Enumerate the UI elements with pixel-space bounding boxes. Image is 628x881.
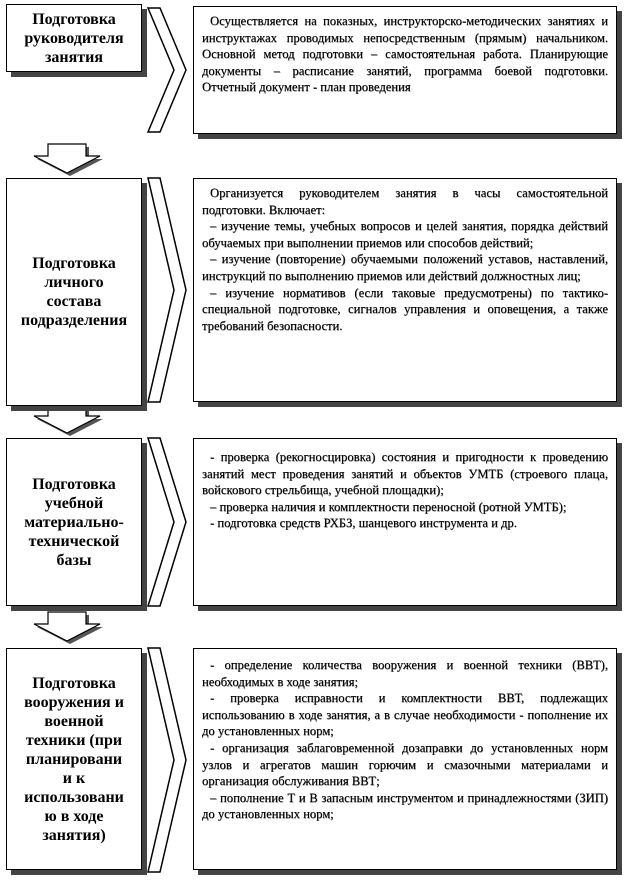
stage-4-paragraph: – пополнение Т и В запасным инструментом и принадлежностями (ЗИП) до установленных норм; (202, 790, 608, 822)
stage-2-paragraph: – изучение нормативов (если таковые предусмотрены) по тактико-специальной подготовке, сигналов управления и оповещения, а также требований безопасности. (202, 285, 608, 333)
stage-4-description-box (193, 648, 617, 870)
down-arrow-1 (34, 144, 100, 173)
stage-3-paragraph: - подготовка средств РХБЗ, шанцевого инструмента и др. (210, 516, 517, 531)
stage-2-paragraph: – изучение темы, учебных вопросов и целей занятия, порядка действий обучаемых при выполнении приемов или способов действий; (202, 219, 608, 250)
stage-2-title: Подготовка личного состава подразделения (20, 255, 128, 329)
stage-2-paragraph: Организуется руководителем занятия в часы самостоятельной подготовки. Включает: (202, 186, 608, 217)
chevron-arrow-3 (148, 438, 186, 606)
chevron-arrow-1 (148, 8, 186, 132)
stage-1-title: Подготовка руководителя занятия (24, 10, 124, 66)
chevron-arrow-2 (148, 178, 186, 402)
stage-3-paragraph: - проверка (рекогносцировка) состояния и пригодности к проведению занятий мест проведения занятий и объектов УМТБ (строевого плаца, войскового стрельбища, учебной площадки); (202, 450, 608, 498)
stage-3-paragraph: – проверка наличия и комплектности переносной (ротной УМТБ); (210, 499, 567, 514)
stage-1-title-box (6, 4, 142, 72)
chevron-arrow-4 (148, 648, 186, 872)
stage-4-title: Подготовка вооружения и военной техники (при планировани и к использовани ю в ходе занятия) (24, 674, 124, 844)
stage-3-title-box (6, 438, 142, 606)
stage-3-description-box (193, 438, 617, 606)
stage-2-title-box (6, 178, 142, 406)
stage-3-title: Подготовка учебной материально- технической базы (24, 475, 124, 569)
stage-2-paragraph: – изучение (повторение) обучаемыми положений уставов, наставлений, инструкций по выполнению приемов или действий должностных лиц; (202, 252, 608, 283)
stage-1-paragraph: Осуществляется на показных, инструкторско-методических занятиях и инструктажах проводимых непосредственным (прямым) начальником. Основной метод подготовки – самостоятельная работа. Планирующие документы – расписание занятий, программа боевой подготовки. Отчетный документ - план проведения (202, 14, 608, 95)
down-arrow-3 (34, 612, 100, 641)
stage-2-description-box (193, 178, 617, 402)
stage-1-description-box (193, 6, 617, 134)
stage-4-title-box (6, 648, 142, 870)
down-arrow-2 (34, 404, 100, 433)
stage-4-paragraph: - проверка исправности и комплектности ВВТ, подлежащих использованию в ходе занятия, а в случае необходимости - пополнение их до установленных норм; (202, 691, 608, 739)
stage-4-paragraph: - организация заблаговременной дозаправки до установленных норм узлов и агрегатов машин горючим и смазочными материалами и организация обслуживания ВВТ; (202, 740, 608, 789)
stage-4-paragraph: - определение количества вооружения и военной техники (ВВТ), необходимых в ходе занятия; (202, 658, 608, 689)
